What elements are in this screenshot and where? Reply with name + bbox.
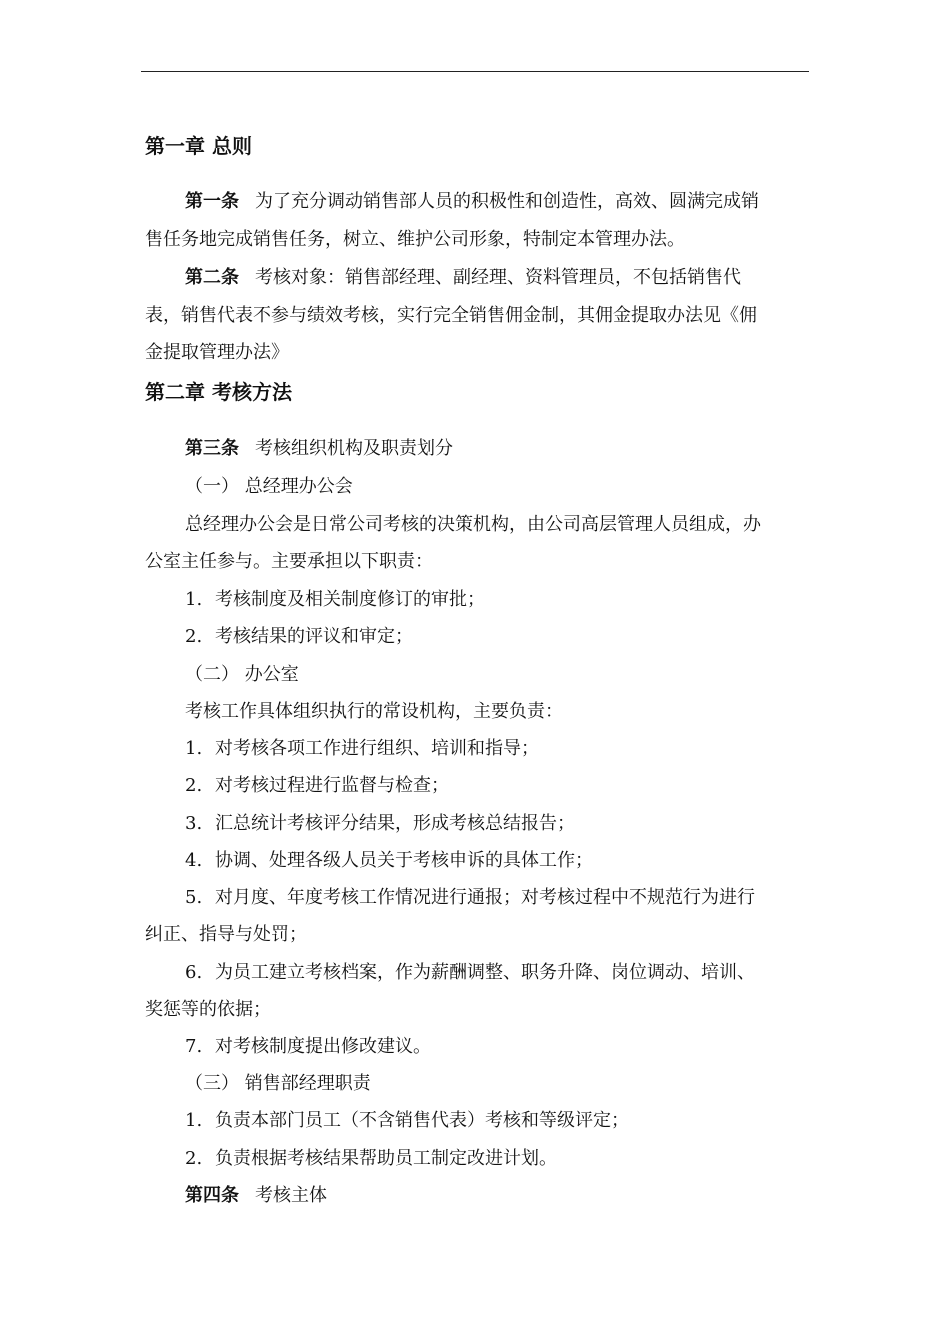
section1-desc-line1: 总经理办公会是日常公司考核的决策机构，由公司高层管理人员组成，办 bbox=[185, 514, 761, 535]
header-rule bbox=[141, 71, 809, 72]
list-item: 3. 汇总统计考核评分结果，形成考核总结报告； bbox=[185, 813, 575, 834]
list-item: 1. 负责本部门员工（不含销售代表）考核和等级评定； bbox=[185, 1110, 629, 1131]
list-item-continuation: 奖惩等的依据； bbox=[145, 999, 271, 1020]
section3-heading: （三） 销售部经理职责 bbox=[185, 1073, 371, 1094]
section1-heading: （一） 总经理办公会 bbox=[185, 476, 353, 497]
article1-label: 第一条 bbox=[185, 191, 239, 212]
list-item: 6. 为员工建立考核档案，作为薪酬调整、职务升降、岗位调动、培训、 bbox=[185, 962, 755, 983]
section1-desc-line2: 公室主任参与。主要承担以下职责： bbox=[145, 551, 433, 572]
article1-line1: 第一条 为了充分调动销售部人员的积极性和创造性，高效、圆满完成销 bbox=[185, 191, 759, 212]
list-item: 1. 对考核各项工作进行组织、培训和指导； bbox=[185, 738, 539, 759]
article4-label: 第四条 bbox=[185, 1185, 239, 1206]
list-item: 5. 对月度、年度考核工作情况进行通报；对考核过程中不规范行为进行 bbox=[185, 887, 755, 908]
article3-line: 第三条 考核组织机构及职责划分 bbox=[185, 438, 453, 459]
section2-desc: 考核工作具体组织执行的常设机构，主要负责： bbox=[185, 701, 563, 722]
chapter2-title: 第二章 考核方法 bbox=[145, 380, 292, 404]
chapter1-title: 第一章 总则 bbox=[145, 134, 252, 158]
article2-line2: 表，销售代表不参与绩效考核，实行完全销售佣金制，其佣金提取办法见《佣 bbox=[145, 305, 757, 326]
list-item: 7. 对考核制度提出修改建议。 bbox=[185, 1036, 431, 1057]
list-item: 1. 考核制度及相关制度修订的审批； bbox=[185, 589, 485, 610]
list-item: 2. 负责根据考核结果帮助员工制定改进计划。 bbox=[185, 1148, 557, 1169]
article2-label: 第二条 bbox=[185, 267, 239, 288]
section2-heading: （二） 办公室 bbox=[185, 664, 299, 685]
article3-label: 第三条 bbox=[185, 438, 239, 459]
list-item-continuation: 纠正、指导与处罚； bbox=[145, 924, 307, 945]
article1-line2: 售任务地完成销售任务，树立、维护公司形象，特制定本管理办法。 bbox=[145, 229, 685, 250]
list-item: 4. 协调、处理各级人员关于考核申诉的具体工作； bbox=[185, 850, 593, 871]
article2-line1: 第二条 考核对象：销售部经理、副经理、资料管理员，不包括销售代 bbox=[185, 267, 741, 288]
list-item: 2. 对考核过程进行监督与检查； bbox=[185, 775, 449, 796]
list-item: 2. 考核结果的评议和审定； bbox=[185, 626, 413, 647]
article2-line3: 金提取管理办法》 bbox=[145, 342, 289, 363]
article4-line: 第四条 考核主体 bbox=[185, 1185, 327, 1206]
